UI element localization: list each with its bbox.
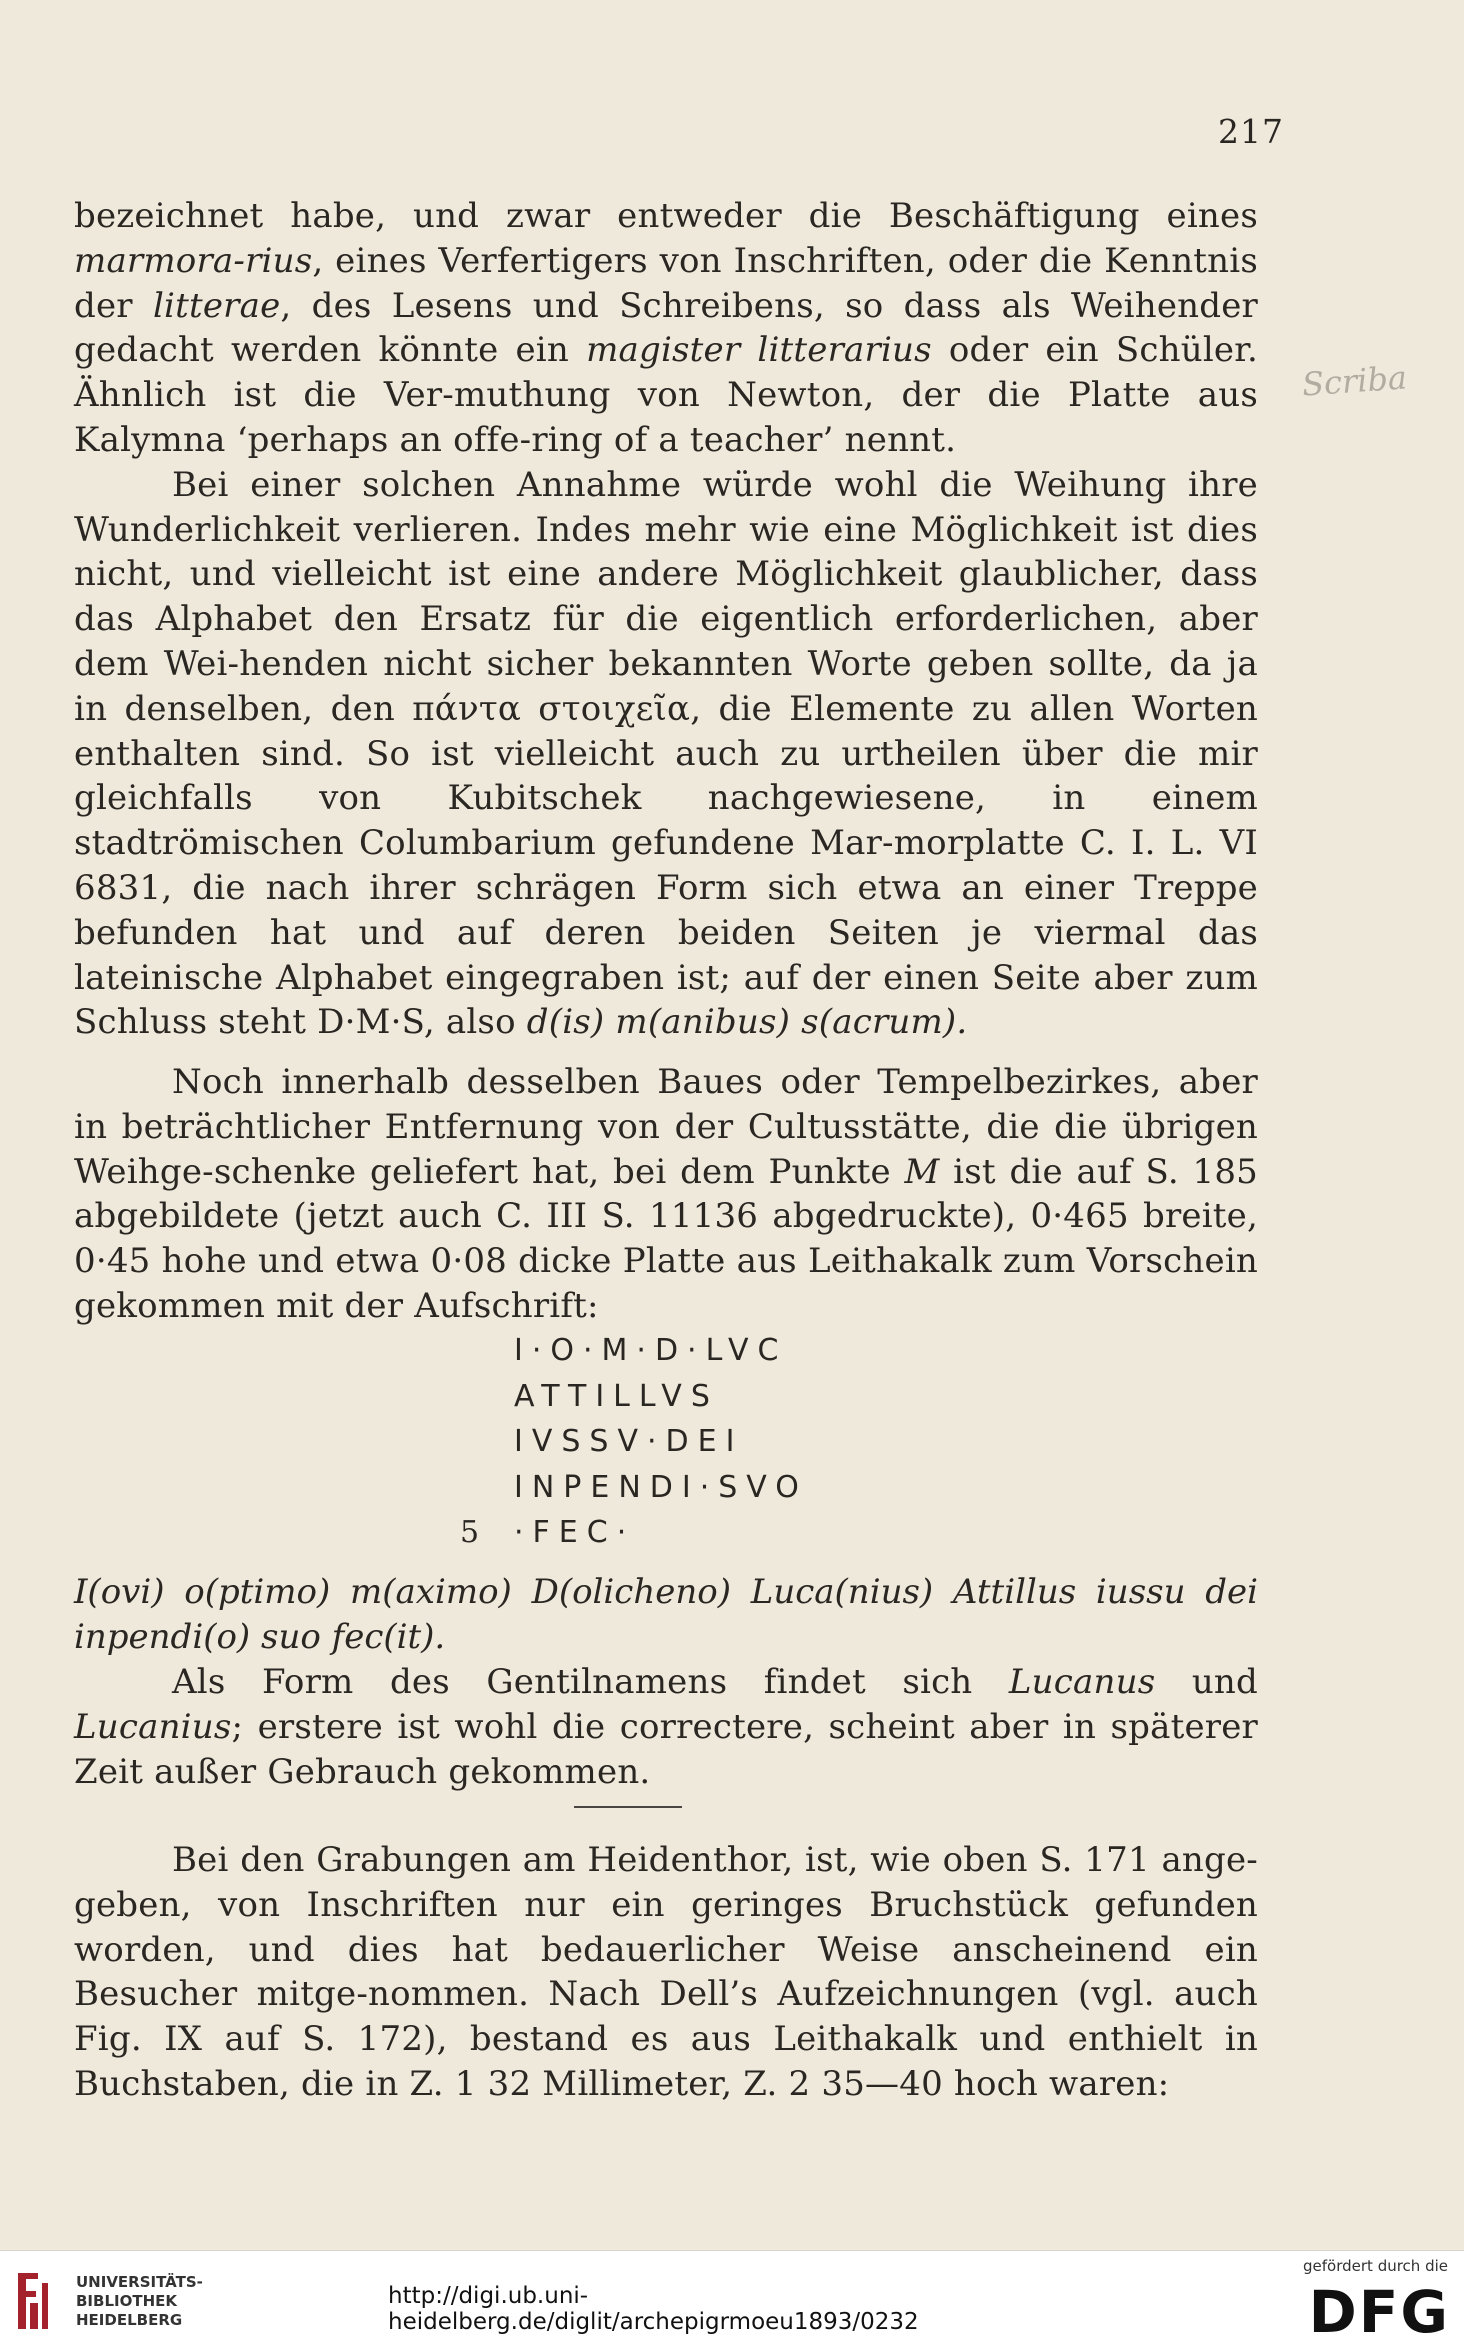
paragraph-3: Noch innerhalb desselben Baues oder Tempelbezirkes, aber in beträchtlicher Entfernung von der Cultusstätte, die die übrigen Weihge-schenke geliefert hat, bei dem Punkte M ist die auf S. 185 abgebildete (jetzt auch C. III S. 11136 abgedruckte), 0·465 breite, 0·45 hohe und etwa 0·08 dicke Platte aus Leithakalk zum Vorschein gekommen mit der Aufschrift: — [74, 1062, 1259, 1326]
text-block-form — [74, 1660, 1258, 1794]
ub-logo-icon — [12, 2269, 52, 2333]
paragraph-1: bezeichnet habe, und zwar entweder die Beschäftigung eines marmora-rius, eines Verfertigers von Inschriften, oder die Kenntnis der litterae, des Lesens und Schreibens, so dass als Weihender gedacht werden könnte ein magister litterarius oder ein Schüler. Ähnlich ist die Ver-muthung von Newton, der die Platte aus Kalymna ‘perhaps an offe-ring of a teacher’ nennt. — [74, 196, 1258, 460]
paragraph-2: Bei einer solchen Annahme würde wohl die Weihung ihre Wunderlichkeit verlieren. Indes mehr wie eine Möglichkeit ist dies nicht, und vielleicht ist eine andere Möglichkeit glaublicher, dass das Alphabet den Ersatz für die eigentlich erforderlichen, aber dem Wei-henden nicht sicher bekannten Worte geben sollte, da ja in denselben, den πάντα στοιχεῖα, die Elemente zu allen Worten enthalten sind. So ist vielleicht auch zu urtheilen über die mir gleichfalls von Kubitschek nachgewiesene, in einem stadtrömischen Columbarium gefundene Mar-morplatte C. I. L. VI 6831, die nach ihrer schrägen Form sich etwa an einer Treppe befunden hat und auf deren beiden Seiten je viermal das lateinische Alphabet eingegraben ist; auf der einen Seite aber zum Schluss steht D·M·S, also d(is) m(anibus) s(acrum). — [74, 464, 1258, 1043]
section-divider — [574, 1806, 682, 1808]
text-block-bottom — [74, 1838, 1258, 2107]
page-number: 217 — [1218, 112, 1284, 151]
paragraph-5: Bei den Grabungen am Heidenthor, ist, wie oben S. 171 ange-geben, von Inschriften nur ein geringes Bruchstück gefunden worden, und dies hat bedauerlicher Weise anscheinend ein Besucher mitge-nommen. Nach Dell’s Aufzeichnungen (vgl. auch Fig. IX auf S. 172), bestand es aus Leithakalk und enthielt in Buchstaben, die in Z. 1 32 Millimeter, Z. 2 35—40 hoch waren: — [74, 1840, 1258, 2104]
sponsor-label: gefördert durch die — [1303, 2257, 1448, 2275]
inscription — [460, 1328, 860, 1556]
footer — [0, 2250, 1464, 2351]
paragraph-4: Als Form des Gentilnamens findet sich Lucanus und Lucanius; erstere ist wohl die correctere, scheint aber in späterer Zeit außer Gebrauch gekommen. — [74, 1662, 1258, 1792]
margin-note: Scriba — [1300, 358, 1409, 404]
text-block-middle — [74, 1060, 1258, 1329]
dfg-logo: DFG — [1308, 2278, 1450, 2346]
ub-logo-text: UNIVERSITÄTS- BIBLIOTHEK HEIDELBERG — [76, 2273, 203, 2329]
inscription-line: I·O·M·D·LVC — [514, 1333, 788, 1368]
inscription-line: INPENDI·SVO — [514, 1469, 808, 1505]
inscription-line: ATTILLVS — [514, 1378, 719, 1414]
inscription-line: 5 ·FEC· — [460, 1515, 636, 1550]
inscription-line: IVSSV·DEI — [514, 1424, 744, 1459]
text-block-top — [74, 194, 1258, 1045]
permalink-url[interactable]: http://digi.ub.uni-heidelberg.de/diglit/archepigrmoeu1893/0232 — [388, 2283, 919, 2335]
transliteration: I(ovi) o(ptimo) m(aximo) D(olicheno) Luca(nius) Attillus iussu dei inpendi(o) suo fec(it). — [74, 1572, 1258, 1657]
